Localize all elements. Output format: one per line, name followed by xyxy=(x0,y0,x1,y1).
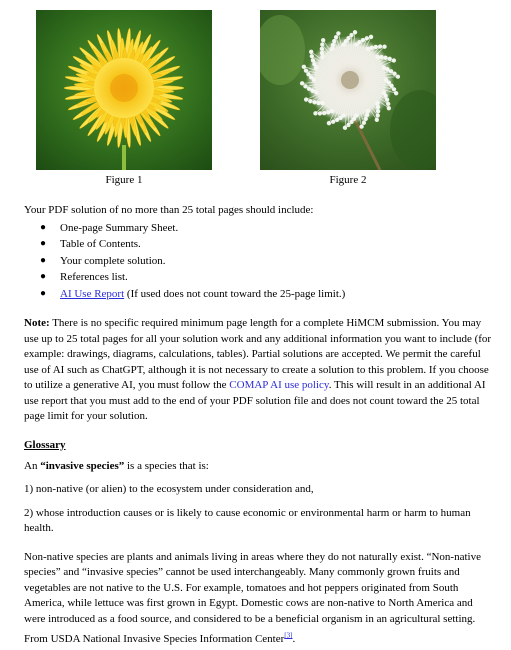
list-item xyxy=(40,269,492,286)
list-item xyxy=(40,236,492,253)
list-item xyxy=(40,286,492,303)
list-item xyxy=(40,220,492,237)
glossary-point-2: 2) whose introduction causes or is likely to cause economic or environmental harm or harm to human health. xyxy=(24,506,471,534)
glossary-definition xyxy=(24,459,492,475)
bullet-icon: ● xyxy=(40,287,47,299)
ai-use-report-note: (If used does not count toward the 25-page limit.) xyxy=(124,287,346,300)
requirements-list xyxy=(24,220,492,303)
note-paragraph xyxy=(24,316,492,425)
figure-1-caption: Figure 1 xyxy=(105,174,143,186)
requirements-intro: Your PDF solution of no more than 25 total pages should include: xyxy=(24,204,314,216)
ai-use-report-link[interactable]: AI Use Report xyxy=(60,287,125,300)
source-text: From USDA National Invasive Species Information Center xyxy=(24,633,285,645)
requirement-text: Table of Contents. xyxy=(60,238,141,250)
note-label: Note: xyxy=(24,317,50,329)
requirement-text: References list. xyxy=(60,271,128,283)
figure-2-caption: Figure 2 xyxy=(329,174,367,186)
figure-1 xyxy=(36,10,212,186)
glossary-source xyxy=(24,632,492,648)
definition-prefix: An xyxy=(24,459,41,472)
figure-2 xyxy=(260,10,436,186)
note-text-after: . This will result in an additional AI use report that you must add to the end of your PDF solution file and does not count toward the 25 total page limit for your solution. xyxy=(24,379,486,422)
figures-row xyxy=(30,10,490,188)
definition-suffix: is a species that is: xyxy=(124,459,209,472)
source-end: . xyxy=(292,633,296,645)
document-body xyxy=(24,203,492,648)
bullet-icon: ● xyxy=(40,221,47,233)
note-text-before: There is no specific required minimum page length for a complete HiMCM submission. You may use up to 25 total pages for all your solution work and any additional information you want to include (for example: drawings, diagrams, calculations, tables). Partial solutions are accepted. We permit the careful use of AI such as ChatGPT, although it is not necessary to create a solution to this problem. If you choose to utilize a generative AI, you must follow the xyxy=(24,317,492,391)
dandelion-flower-image xyxy=(36,10,212,170)
reference-3-link[interactable]: [3] xyxy=(284,631,293,640)
glossary-point-1: 1) non-native (or alien) to the ecosystem under consideration and, xyxy=(24,483,314,495)
bullet-icon: ● xyxy=(40,271,47,282)
comap-ai-policy-link[interactable]: COMAP AI use policy xyxy=(229,379,329,391)
glossary-paragraph: Non-native species are plants and animals living in areas where they do not naturally exist. “Non-native species” and “invasive species” cannot be used interchangeably. Many commonly grown fruits and vegetables are not native to the U.S. For example, tomatoes and hot peppers originated from South America, while lettuce was first grown in Egypt. Domestic cows are non-native to North America and were introduced as a food source, and considered to be a beneficial organism in an agricultural setting. xyxy=(24,550,481,625)
dandelion-seedhead-image xyxy=(260,10,436,170)
bullet-icon: ● xyxy=(40,238,47,249)
bullet-icon: ● xyxy=(40,254,47,266)
requirement-text: One-page Summary Sheet. xyxy=(60,221,179,234)
glossary-heading: Glossary xyxy=(24,438,66,451)
definition-term: “invasive species” xyxy=(40,459,125,472)
requirement-text: Your complete solution. xyxy=(60,254,166,267)
list-item xyxy=(40,253,492,270)
